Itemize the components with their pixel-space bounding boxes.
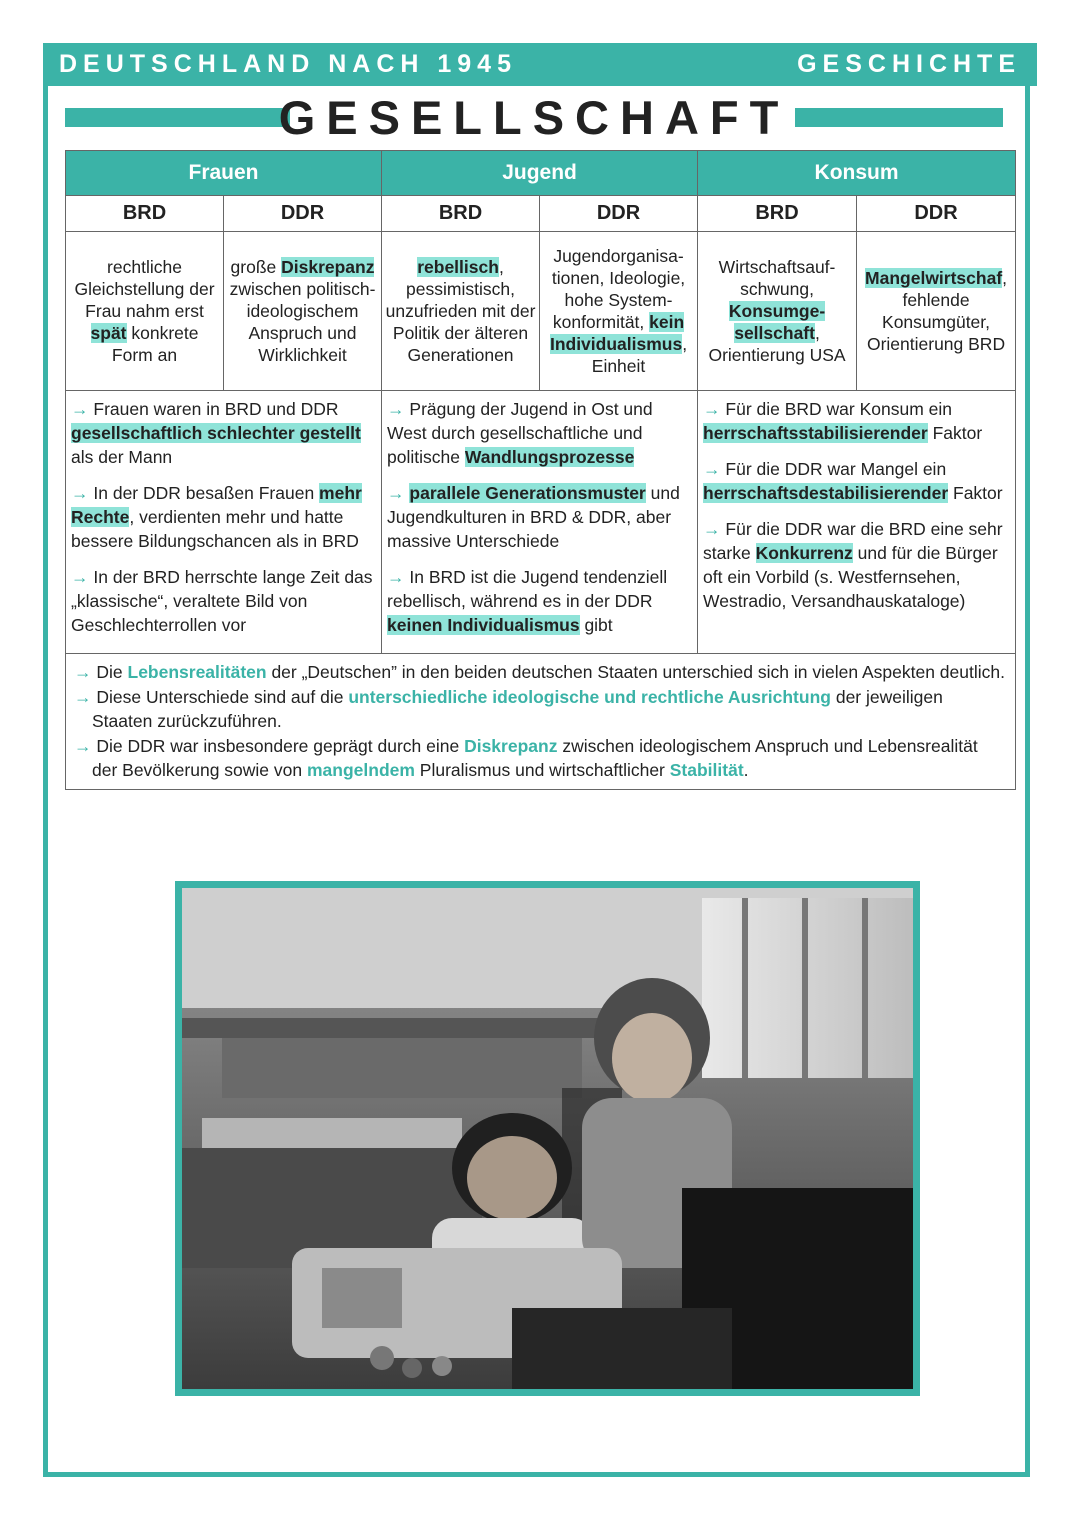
header-right: GESCHICHTE	[797, 50, 1021, 78]
header-bar	[43, 43, 1037, 86]
note-item	[71, 397, 376, 469]
highlight: Mangelwirtschaf	[865, 268, 1003, 288]
summary-item	[74, 660, 1007, 685]
note-text: und Jugendkulturen in BRD & DDR, aber massive Unterschiede	[387, 483, 680, 551]
cell-text: , Orientierung USA	[708, 323, 846, 365]
summary-text: Pluralismus und wirtschaftlicher	[414, 760, 670, 780]
note-text: Prägung der Jugend in Ost und West durch gesellschaftliche und politische	[387, 399, 653, 467]
cell-text: große	[230, 257, 282, 277]
factory-photo	[182, 888, 913, 1389]
highlight: rebellisch	[417, 257, 499, 277]
summary-text: Die DDR war insbesondere geprägt durch eine	[96, 735, 465, 756]
highlight: Wandlungsprozesse	[464, 447, 635, 467]
note-text: Für die DDR war die BRD eine sehr starke	[703, 519, 1003, 563]
highlight: gesellschaftlich schlechter gestellt	[71, 423, 361, 443]
summary-text: der „Deutschen” in den beiden deutschen Staaten unterschied sich in vielen Aspekten deutlich.	[266, 662, 1005, 682]
note-item	[71, 481, 376, 553]
arrow-icon: →	[74, 662, 92, 682]
cell-frauen-ddr	[224, 232, 382, 391]
note-text: In BRD ist die Jugend tendenziell rebellisch, während es in der DDR	[387, 567, 668, 611]
cell-frauen-brd	[66, 232, 224, 391]
note-text: gibt	[579, 615, 613, 635]
cell-text: rechtliche Gleichstellung der Frau nahm erst	[74, 257, 215, 321]
arrow-icon: →	[387, 399, 405, 419]
teal-term: mangelndem	[306, 760, 415, 780]
cell-text: konkrete Form an	[111, 323, 199, 365]
summary-text: zwischen ideologischem Anspruch und Lebensrealität der Bevölkerung sowie von	[92, 735, 978, 780]
note-item	[703, 397, 1010, 445]
cell-text: Jugendorganisa-tionen, Ideologie, hohe System-konformität,	[551, 246, 686, 332]
arrow-icon: →	[703, 399, 721, 419]
cell-jugend-ddr	[540, 232, 698, 391]
note-text: Faktor	[927, 423, 983, 443]
summary-text: .	[743, 760, 749, 780]
summary-text: der jeweiligen Staaten zurückzuführen.	[92, 686, 943, 731]
arrow-icon: →	[74, 735, 92, 756]
note-text: Für die DDR war Mangel ein	[725, 459, 947, 479]
arrow-icon: →	[71, 483, 89, 503]
teal-term: Lebensrealitäten	[127, 662, 267, 682]
note-text: , verdienten mehr und hatte bessere Bildungschancen als in BRD	[71, 507, 359, 551]
note-text: In der DDR besaßen Frauen	[93, 483, 320, 503]
notes-frauen	[66, 391, 382, 654]
cell-text: , fehlende Konsumgüter, Orientierung BRD	[866, 268, 1008, 354]
header-left: DEUTSCHLAND NACH 1945	[59, 50, 517, 78]
highlight: spät	[90, 323, 127, 343]
arrow-icon: →	[703, 459, 721, 479]
arrow-icon: →	[387, 567, 405, 587]
note-item	[387, 397, 692, 469]
page-title: GESELLSCHAFT	[278, 91, 790, 144]
arrow-icon: →	[71, 567, 89, 587]
arrow-icon: →	[387, 483, 405, 503]
photo-illustration	[182, 888, 913, 1389]
note-item	[387, 565, 692, 637]
notes-konsum	[698, 391, 1016, 654]
summary-item	[74, 734, 1007, 783]
cell-konsum-brd	[698, 232, 857, 391]
cell-text: zwischen politisch-ideologischem Anspruch und Wirklichkeit	[229, 279, 376, 365]
arrow-icon: →	[71, 399, 89, 419]
note-item	[703, 517, 1010, 613]
notes-jugend	[382, 391, 698, 654]
subheader-jugend-ddr: DDR	[540, 196, 698, 232]
cell-text: , pessimistisch, unzufrieden mit der Politik der älteren Generationen	[385, 257, 536, 365]
highlight: Diskrepanz	[281, 257, 375, 277]
note-text: Für die BRD war Konsum ein	[725, 399, 953, 419]
highlight: herrschaftsstabilisierender	[703, 423, 928, 443]
highlight: herrschaftsdestabilisierender	[703, 483, 949, 503]
comparison-table	[65, 150, 1016, 790]
note-text: In der BRD herrschte lange Zeit das „klassische“, veraltete Bild von Geschlechterrollen vor	[71, 567, 373, 635]
subheader-konsum-ddr: DDR	[857, 196, 1016, 232]
cell-text: , Einheit	[591, 334, 688, 376]
category-frauen: Frauen	[66, 151, 382, 196]
note-item	[71, 565, 376, 637]
highlight: mehr Rechte	[71, 483, 362, 527]
category-jugend: Jugend	[382, 151, 698, 196]
note-item	[703, 457, 1010, 505]
note-text: und für die Bürger oft ein Vorbild (s. Westfernsehen, Westradio, Versandhauskataloge)	[703, 543, 998, 611]
highlight: Konkurrenz	[755, 543, 853, 563]
highlight: kein Individualismus	[549, 312, 685, 354]
title-row	[65, 88, 1003, 146]
note-text: Faktor	[948, 483, 1003, 503]
subheader-jugend-brd: BRD	[382, 196, 540, 232]
teal-term: unterschiedliche ideologische und rechtliche Ausrichtung	[348, 686, 831, 707]
arrow-icon: →	[703, 519, 721, 539]
highlight: Konsumge-sellschaft	[728, 301, 826, 343]
arrow-icon: →	[74, 686, 92, 707]
note-text: Frauen waren in BRD und DDR	[93, 399, 339, 419]
cell-text: Wirtschaftsauf-schwung,	[718, 257, 836, 299]
highlight: keinen Individualismus	[387, 615, 580, 635]
note-text: als der Mann	[71, 447, 173, 467]
subheader-frauen-ddr: DDR	[224, 196, 382, 232]
summary-text: Die	[96, 662, 128, 682]
subheader-frauen-brd: BRD	[66, 196, 224, 232]
teal-term: Diskrepanz	[464, 735, 558, 756]
cell-jugend-brd	[382, 232, 540, 391]
highlight: parallele Generationsmuster	[409, 483, 646, 503]
teal-term: Stabilität	[669, 760, 744, 780]
subheader-konsum-brd: BRD	[698, 196, 857, 232]
note-item	[387, 481, 692, 553]
cell-konsum-ddr	[857, 232, 1016, 391]
summary-item	[74, 685, 1007, 734]
summary	[66, 654, 1016, 790]
category-konsum: Konsum	[698, 151, 1016, 196]
summary-text: Diese Unterschiede sind auf die	[96, 686, 349, 707]
